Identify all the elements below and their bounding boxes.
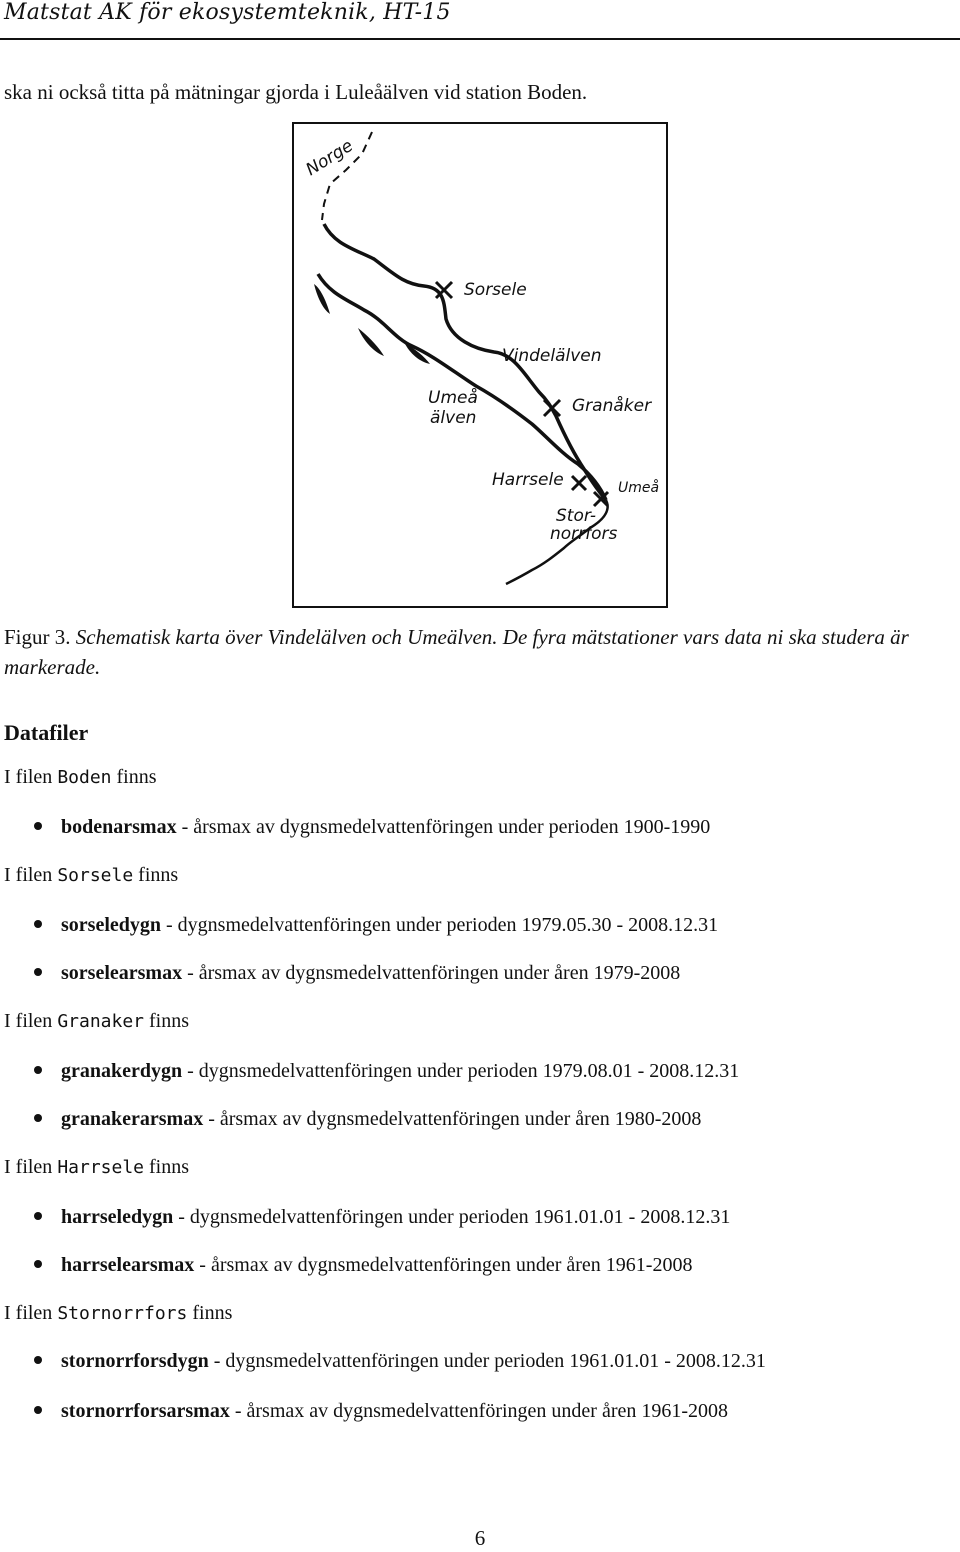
variable-name: stornorrforsarsmax xyxy=(61,1400,230,1422)
file-intro-harrsele xyxy=(4,1156,189,1179)
bullet xyxy=(34,1406,42,1414)
file-intro-pre: I filen xyxy=(4,1156,53,1178)
file-intro-pre: I filen xyxy=(4,1010,53,1032)
file-name: Boden xyxy=(57,767,112,788)
list-item xyxy=(34,1060,739,1083)
list-item xyxy=(34,816,710,839)
variable-desc: - dygnsmedelvattenföringen under perioden 1979.08.01 - 2008.12.31 xyxy=(182,1060,740,1082)
variable-desc: - årsmax av dygnsmedelvattenföringen under perioden 1900-1990 xyxy=(176,816,711,838)
file-intro-pre: I filen xyxy=(4,864,53,886)
running-header: Matstat AK för ekosystemteknik, HT-15 xyxy=(4,0,451,25)
station-marker-granaker xyxy=(544,400,560,416)
variable-name: harrselearsmax xyxy=(61,1254,195,1276)
variable-name: granakerarsmax xyxy=(61,1108,204,1130)
file-intro-boden xyxy=(4,766,157,789)
variable-name: sorseledygn xyxy=(61,914,161,936)
map-label-norge: Norge xyxy=(302,135,357,181)
list-item xyxy=(34,1254,692,1277)
variable-desc: - dygnsmedelvattenföringen under perioden 1979.05.30 - 2008.12.31 xyxy=(161,914,719,936)
file-intro-granaker xyxy=(4,1010,189,1033)
file-intro-pre: I filen xyxy=(4,766,53,788)
file-intro-sorsele xyxy=(4,864,178,887)
bullet xyxy=(34,1260,42,1268)
variable-desc: - dygnsmedelvattenföringen under perioden 1961.01.01 - 2008.12.31 xyxy=(173,1206,731,1228)
file-intro-post: finns xyxy=(138,864,179,886)
map-label-vindelalven: Vindelälven xyxy=(502,346,602,366)
intro-text: ska ni också titta på mätningar gjorda i Luleåälven vid station Boden. xyxy=(4,80,588,104)
file-intro-post: finns xyxy=(149,1010,190,1032)
header-rule xyxy=(0,38,960,40)
caption-text: Schematisk karta över Vindelälven och Umeälven. De fyra mätstationer vars data ni ska studera är markerade. xyxy=(4,625,909,679)
list-item xyxy=(34,914,718,937)
bullet xyxy=(34,1066,42,1074)
variable-desc: - årsmax av dygnsmedelvattenföringen under åren 1961-2008 xyxy=(229,1400,729,1422)
map-label-sorsele: Sorsele xyxy=(464,280,527,300)
variable-name: bodenarsmax xyxy=(61,816,177,838)
map-label-umealven-1: Umeå xyxy=(428,388,478,408)
bullet xyxy=(34,968,42,976)
map-label-stornorrfors-2: norrfors xyxy=(550,524,618,544)
variable-name: sorselearsmax xyxy=(61,962,183,984)
map-label-stornorrfors-1: Stor- xyxy=(556,506,597,526)
umealven-river xyxy=(318,274,606,500)
list-item xyxy=(34,1108,701,1131)
list-item xyxy=(34,1206,730,1229)
file-intro-post: finns xyxy=(192,1302,233,1324)
file-name: Sorsele xyxy=(57,865,134,886)
lake-2 xyxy=(358,328,384,356)
bullet xyxy=(34,822,42,830)
file-intro-pre: I filen xyxy=(4,1302,53,1324)
station-marker-harrsele xyxy=(572,476,586,490)
list-item xyxy=(34,1350,766,1373)
map-label-umea: Umeå xyxy=(618,480,660,496)
list-item xyxy=(34,1400,728,1423)
variable-desc: - årsmax av dygnsmedelvattenföringen under åren 1961-2008 xyxy=(194,1254,693,1276)
caption-prefix: Figur 3. xyxy=(4,625,71,649)
file-intro-post: finns xyxy=(149,1156,190,1178)
variable-desc: - årsmax av dygnsmedelvattenföringen under åren 1980-2008 xyxy=(203,1108,702,1130)
file-intro-post: finns xyxy=(116,766,157,788)
bullet xyxy=(34,1114,42,1122)
file-name: Harrsele xyxy=(57,1157,145,1178)
page-number: 6 xyxy=(474,1526,486,1550)
variable-desc: - årsmax av dygnsmedelvattenföringen under åren 1979-2008 xyxy=(182,962,681,984)
variable-desc: - dygnsmedelvattenföringen under perioden 1961.01.01 - 2008.12.31 xyxy=(208,1350,766,1372)
map-label-harrsele: Harrsele xyxy=(492,470,564,490)
bullet xyxy=(34,1356,42,1364)
variable-name: granakerdygn xyxy=(61,1060,183,1082)
map-label-granaker: Granåker xyxy=(572,396,652,416)
bullet xyxy=(34,1212,42,1220)
file-name: Stornorrfors xyxy=(57,1303,188,1324)
variable-name: stornorrforsdygn xyxy=(61,1350,209,1372)
file-name: Granaker xyxy=(57,1011,145,1032)
schematic-map xyxy=(292,122,668,608)
bullet xyxy=(34,920,42,928)
file-intro-stornorrfors xyxy=(4,1302,232,1325)
section-heading: Datafiler xyxy=(4,720,89,745)
variable-name: harrseledygn xyxy=(61,1206,174,1228)
figure-caption xyxy=(4,622,960,682)
map-label-umealven-2: älven xyxy=(430,408,477,428)
list-item xyxy=(34,962,680,985)
